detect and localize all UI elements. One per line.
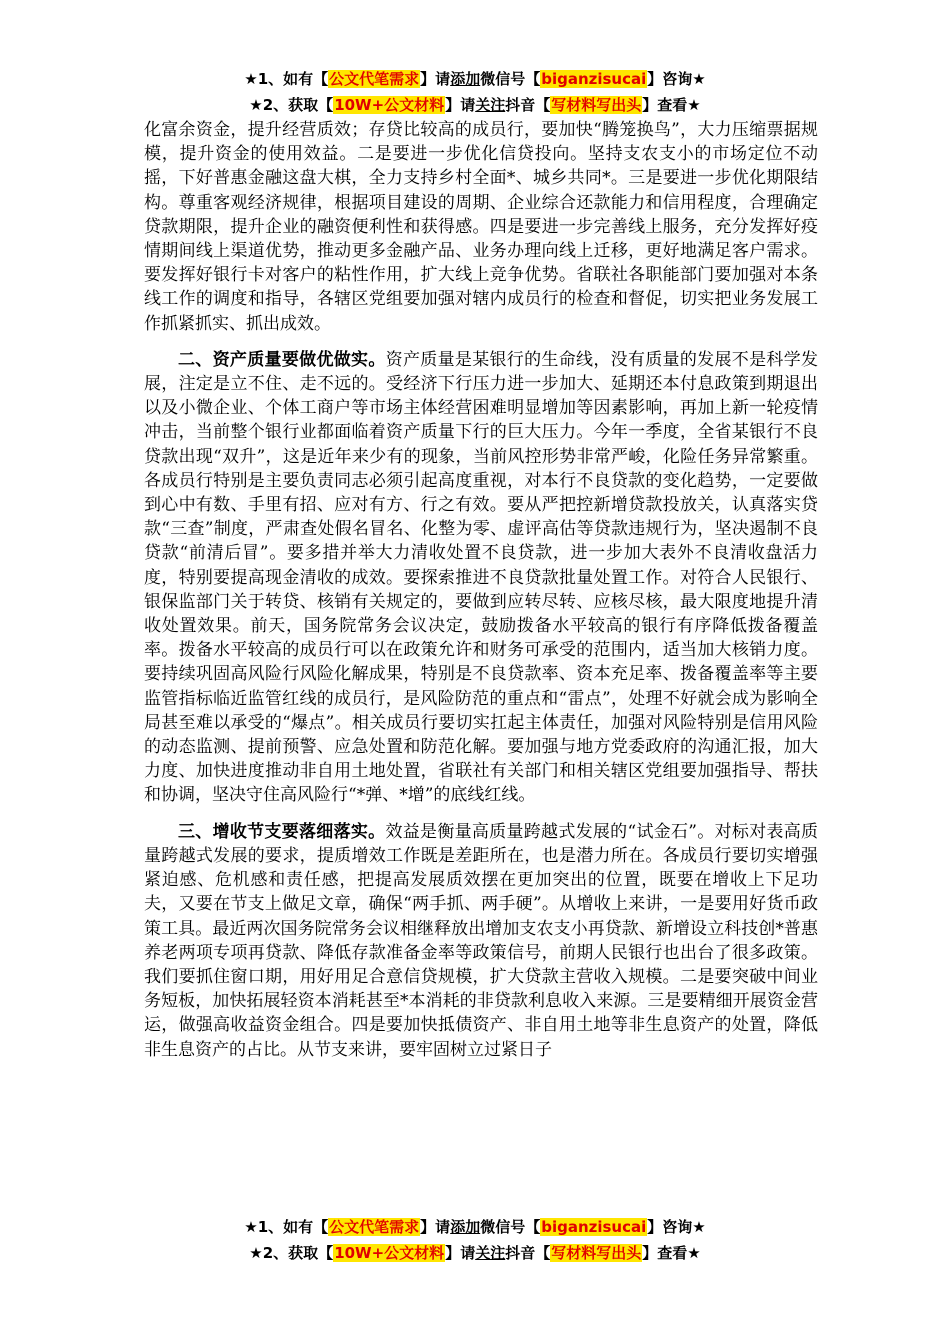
underlined-text: 关注 — [475, 96, 506, 114]
promo-line-2 — [0, 92, 950, 118]
underlined-text: 关注 — [475, 1244, 506, 1262]
promo-line-2 — [0, 1240, 950, 1266]
promo-text: 抖音【 — [505, 1244, 551, 1262]
highlight-text: 10W+公文材料 — [334, 96, 445, 114]
body-paragraph — [144, 348, 818, 808]
promo-text: ★2、获取【 — [249, 1244, 334, 1262]
section-heading: 二、资产质量要做优做实。 — [178, 349, 386, 370]
promo-text: 微信号【 — [480, 70, 541, 88]
underlined-text: 添加 — [450, 1218, 481, 1236]
promo-text: ★1、如有【 — [244, 70, 329, 88]
highlight-text: 公文代笔需求 — [329, 1218, 420, 1236]
section-heading: 三、增收节支要落细落实。 — [178, 821, 386, 842]
promo-text: 】咨询★ — [647, 70, 706, 88]
wechat-id-highlight: biganzisucai — [541, 1218, 647, 1236]
body-paragraph — [144, 820, 818, 1062]
douyin-id-highlight: 写材料写出头 — [551, 96, 642, 114]
promo-banner-top — [0, 66, 950, 118]
promo-text: 】请 — [420, 70, 451, 88]
promo-text: 抖音【 — [505, 96, 551, 114]
body-paragraph — [144, 118, 818, 336]
promo-banner-bottom — [0, 1214, 950, 1266]
promo-text: 】请 — [445, 1244, 476, 1262]
promo-text: 】请 — [445, 96, 476, 114]
promo-text: 】请 — [420, 1218, 451, 1236]
douyin-id-highlight: 写材料写出头 — [551, 1244, 642, 1262]
highlight-text: 10W+公文材料 — [334, 1244, 445, 1262]
promo-text: ★2、获取【 — [249, 96, 334, 114]
highlight-text: 公文代笔需求 — [329, 70, 420, 88]
promo-text: 】查看★ — [642, 1244, 701, 1262]
promo-text: 】咨询★ — [647, 1218, 706, 1236]
promo-line-1 — [0, 1214, 950, 1240]
underlined-text: 添加 — [450, 70, 481, 88]
paragraph-text: 效益是衡量高质量跨越式发展的“试金石”。对标对表高质量跨越式发展的要求，提质增效工作既是差距所在，也是潜力所在。各成员行要切实增强紧迫感、危机感和责任感，把提高发展质效摆在更加突出的位置，既要在增收上下足功夫，又要在节支上做足文章，确保“两手抓、两手硬”。从增收上来讲，一是要用好货币政策工具。最近两次国务院常务会议相继释放出增加支农支小再贷款、新增设立科技创*普惠养老两项专项再贷款、降低存款准备金率等政策信号，前期人民银行也出台了很多政策。我们要抓住窗口期，用好用足合意信贷规模，扩大贷款主营收入规模。二是要突破中间业务短板，加快拓展轻资本消耗甚至*本消耗的非贷款利息收入来源。三是要精细开展资金营运，做强高收益资金组合。四是要加快抵债资产、非自用土地等非生息资产的处置，降低非生息资产的占比。从节支来讲，要牢固树立过紧日子 — [144, 821, 819, 1060]
paragraph-text: 化富余资金，提升经营质效；存贷比较高的成员行，要加快“腾笼换鸟”，大力压缩票据规模，提升资金的使用效益。二是要进一步优化信贷投向。坚持支农支小的市场定位不动摇，下好普惠金融这盘大棋，全力支持乡村全面*、城乡共同*。三是要进一步优化期限结构。尊重客观经济规律，根据项目建设的周期、企业综合还款能力和信用程度，合理确定贷款期限，提升企业的融资便利性和获得感。四是要进一步完善线上服务，充分发挥好疫情期间线上渠道优势，推动更多金融产品、业务办理向线上迁移，更好地满足客户需求。要发挥好银行卡对客户的粘性作用，扩大线上竞争优势。省联社各职能部门要加强对本条线工作的调度和指导，各辖区党组要加强对辖内成员行的检查和督促，切实把业务发展工作抓紧抓实、抓出成效。 — [144, 120, 818, 334]
document-body — [144, 118, 818, 1062]
paragraph-text: 资产质量是某银行的生命线，没有质量的发展不是科学发展，注定是立不住、走不远的。受经济下行压力进一步加大、延期还本付息政策到期退出以及小微企业、个体工商户等市场主体经营困难明显增加等因素影响，再加上新一轮疫情冲击，当前整个银行业都面临着资产质量下行的巨大压力。今年一季度，全省某银行不良贷款出现“双升”，这是近年来少有的现象，当前风控形势非常严峻，化险任务异常繁重。各成员行特别是主要负责同志必须引起高度重视，对本行不良贷款的变化趋势，一定要做到心中有数、手里有招、应对有方、行之有效。要从严把控新增贷款投放关，认真落实贷款“三查”制度，严肃查处假名冒名、化整为零、虚评高估等贷款违规行为，坚决遏制不良贷款“前清后冒”。要多措并举大力清收处置不良贷款，进一步加大表外不良清收盘活力度，特别要提高现金清收的成效。要探索推进不良贷款批量处置工作。对符合人民银行、银保监部门关于转贷、核销有关规定的，要做到应转尽转、应核尽核，最大限度地提升清收处置效果。前天，国务院常务会议决定，鼓励拨备水平较高的银行有序降低拨备覆盖率。拨备水平较高的成员行可以在政策允许和财务可承受的范围内，适当加大核销力度。要持续巩固高风险行风险化解成果，特别是不良贷款率、资本充足率、拨备覆盖率等主要监管指标临近监管红线的成员行，是风险防范的重点和“雷点”，处理不好就会成为影响全局甚至难以承受的“爆点”。相关成员行要切实扛起主体责任，加强对风险特别是信用风险的动态监测、提前预警、应急处置和防范化解。要加强与地方党委政府的沟通汇报，加大力度、加快进度推动非自用土地处置，省联社有关部门和相关辖区党组要加强指导、帮扶和协调，坚决守住高风险行“*弹、*增”的底线红线。 — [144, 349, 819, 806]
promo-text: 】查看★ — [642, 96, 701, 114]
promo-text: ★1、如有【 — [244, 1218, 329, 1236]
wechat-id-highlight: biganzisucai — [541, 70, 647, 88]
promo-line-1 — [0, 66, 950, 92]
promo-text: 微信号【 — [480, 1218, 541, 1236]
